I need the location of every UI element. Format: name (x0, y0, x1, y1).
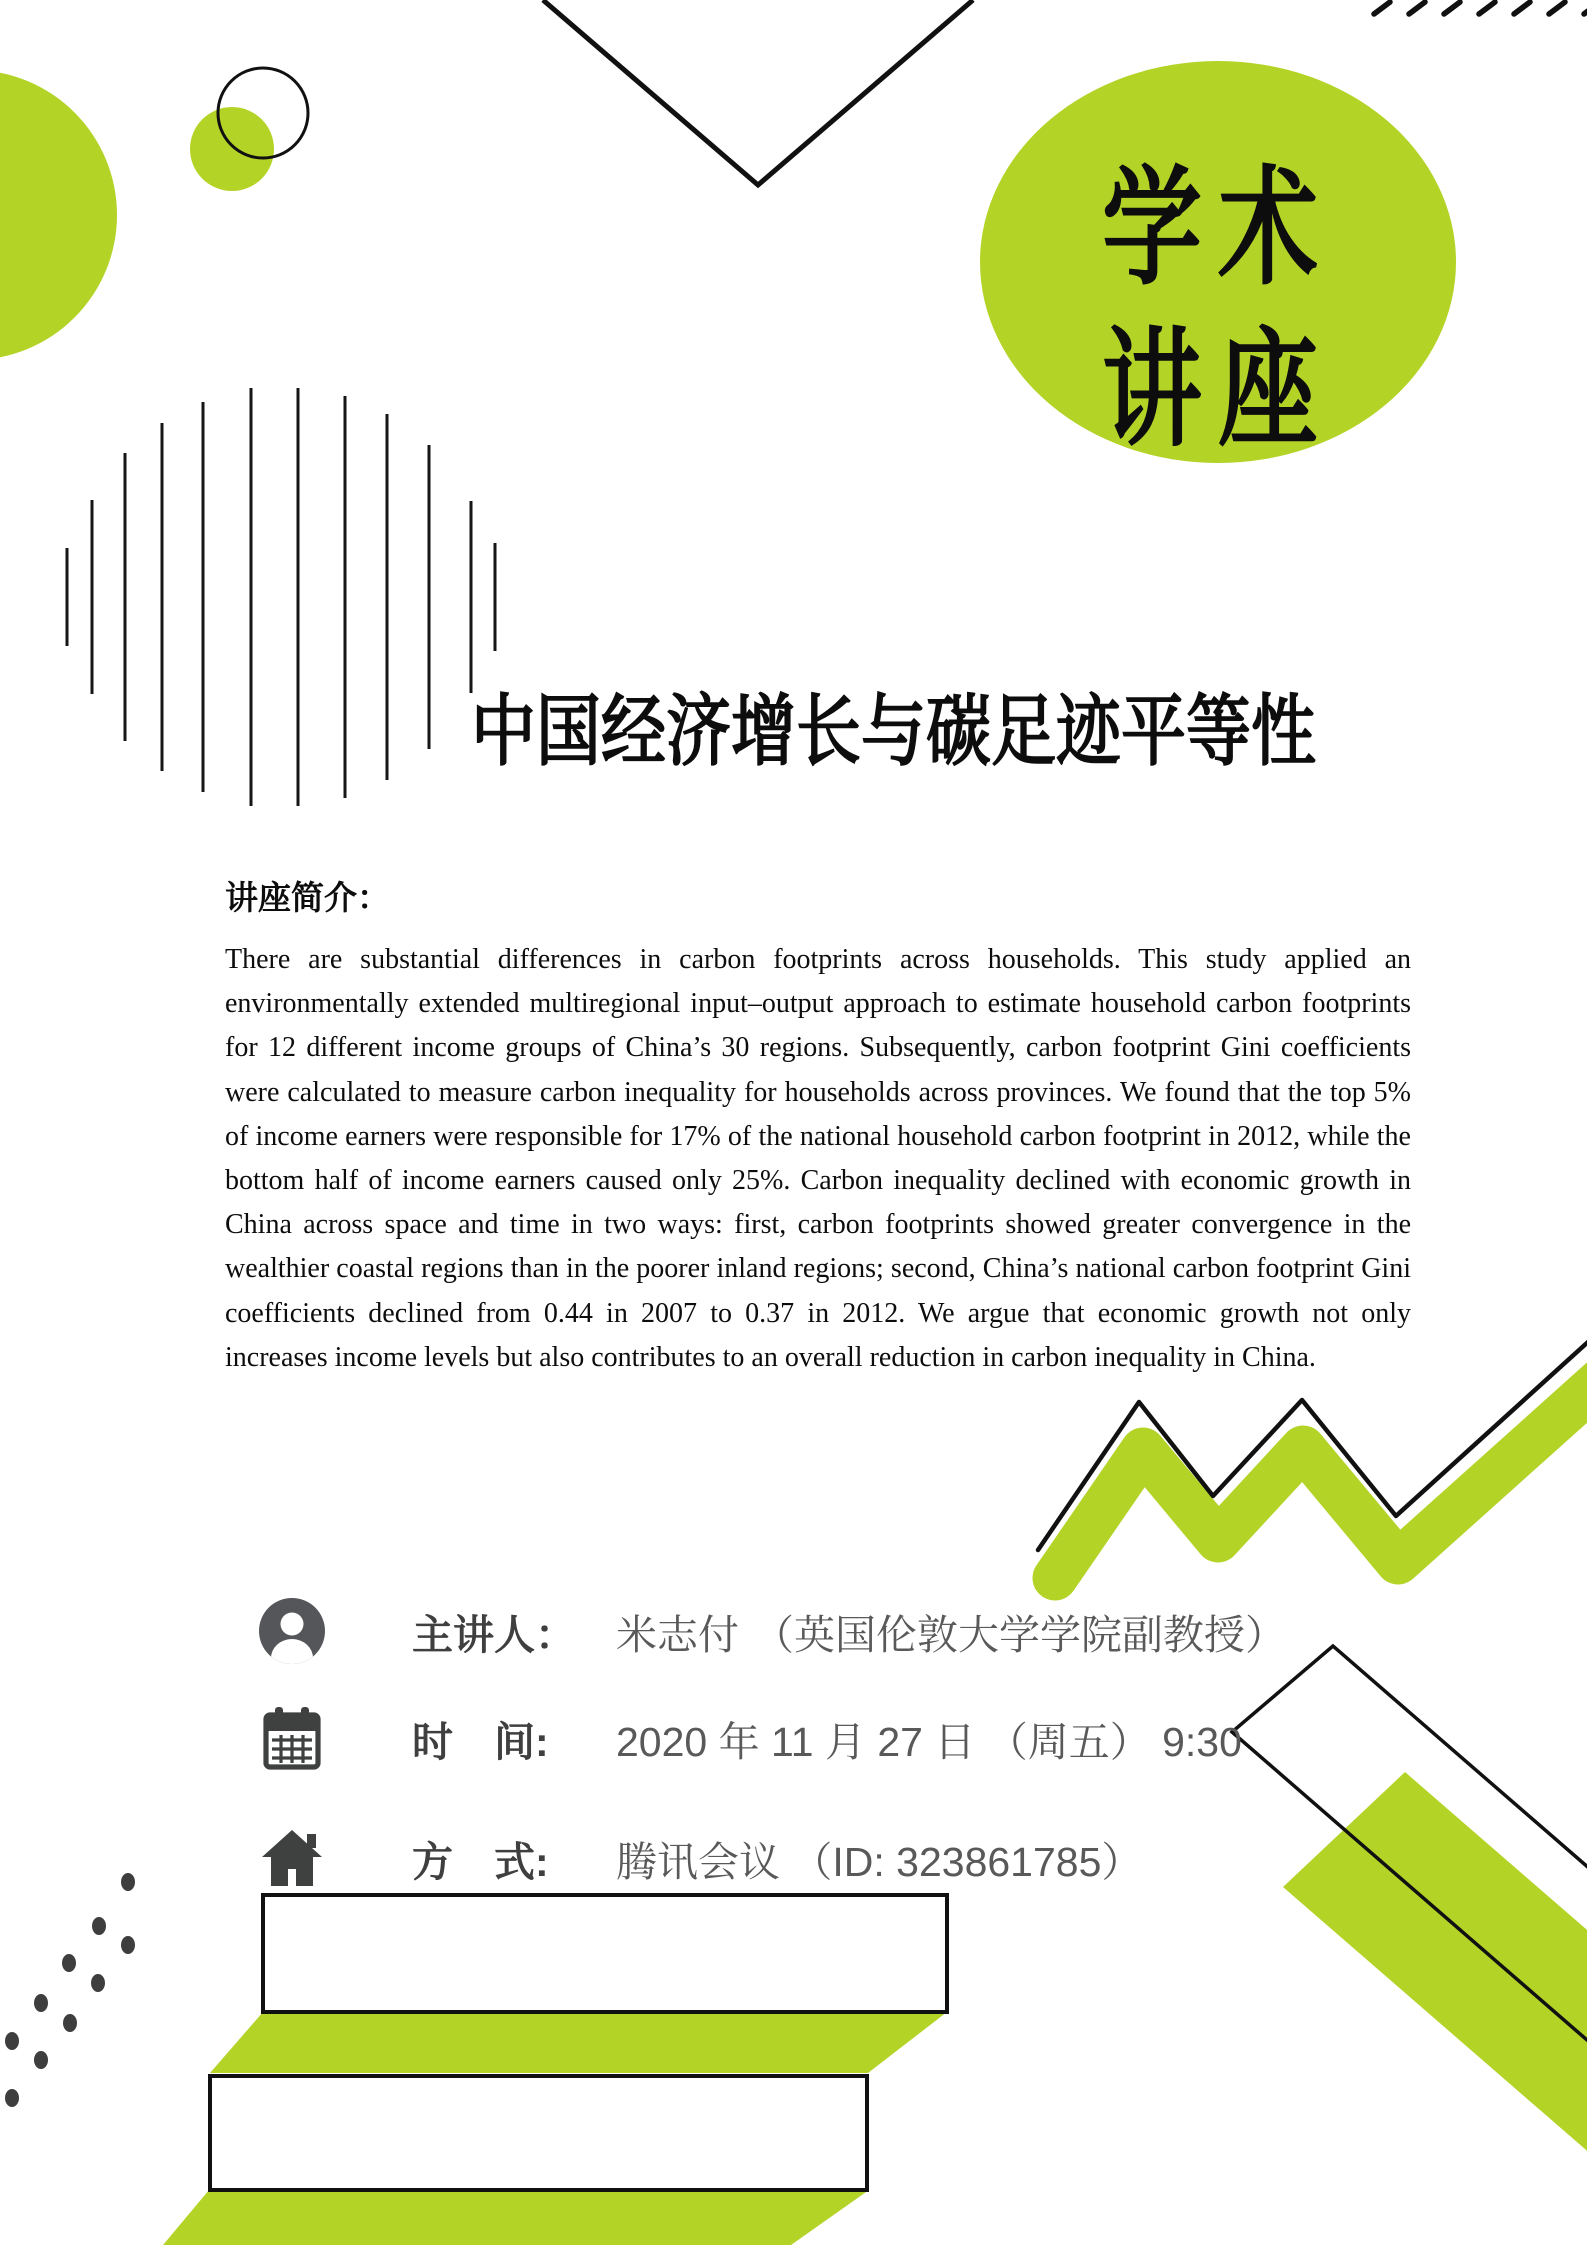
stair-band-1 (210, 2012, 947, 2073)
green-circle-top-left (0, 70, 117, 360)
stair-band-2 (163, 2190, 869, 2245)
hatch-marks (1374, 2, 1587, 14)
speaker-label: 主讲人： (412, 1611, 576, 1658)
speaker-row (257, 1592, 1286, 1670)
striped-circle (67, 388, 495, 806)
time-label: 时 间: (412, 1718, 549, 1765)
badge-line-1: 学术 (1102, 156, 1334, 301)
stair-rect-1 (263, 1895, 947, 2012)
time-row (257, 1700, 1242, 1776)
badge-line-2: 讲座 (1102, 318, 1334, 462)
method-label: 方 式: (412, 1838, 549, 1885)
calendar-icon (257, 1706, 327, 1770)
badge (980, 148, 1456, 471)
home-icon (257, 1828, 327, 1888)
dot-pattern (5, 1873, 135, 2107)
speaker-affiliation: （英国伦敦大学学院副教授） (753, 1611, 1286, 1658)
triangle-outline (543, 0, 973, 185)
green-dot-circle (190, 107, 274, 191)
stair-rect-2 (210, 2076, 867, 2190)
intro-heading: 讲座简介： (225, 879, 390, 916)
zigzag-green (1055, 1372, 1587, 1578)
speaker-name: 米志付 (616, 1611, 739, 1658)
page-title: 中国经济增长与碳足迹平等性 (471, 687, 1317, 775)
person-icon (257, 1597, 327, 1665)
time-value: 2020 年 11 月 27 日 （周五） 9:30 (616, 1718, 1242, 1765)
diagonal-green-band (1283, 1772, 1587, 2195)
method-row (257, 1820, 1142, 1896)
intro-body: There are substantial differences in carbon footprints across households. This study applied an environmentally extended multiregional input–output approach to estimate household carbon footprints for 12 different income groups of China’s 30 regions. Subsequently, carbon footprint Gini coefficients were calculated to measure carbon inequality for households across provinces. We found that the top 5% of income earners were responsible for 17% of the national household carbon footprint in 2012, while the bottom half of income earners caused only 25%. Carbon inequality declined with economic growth in China across space and time in two ways: first, carbon footprints showed greater convergence in the wealthier coastal regions than in the poorer inland regions; second, China’s national carbon footprint Gini coefficients declined from 0.44 in 2007 to 0.37 in 2012. We argue that economic growth not only increases income levels but also contributes to an overall reduction in carbon inequality in China. (225, 944, 1411, 1373)
method-value: 腾讯会议 （ID: 323861785） (616, 1838, 1143, 1885)
